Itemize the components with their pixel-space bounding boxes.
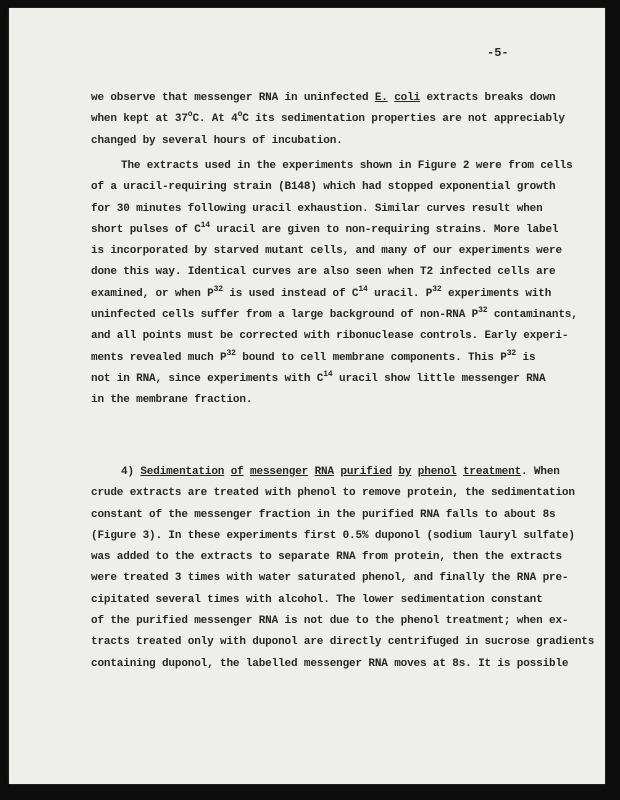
text-run: C. At 4 (192, 113, 238, 126)
heading-word: purified (340, 466, 392, 478)
degree-superscript: o (237, 110, 243, 120)
heading-word: phenol (417, 466, 457, 478)
heading-word: treatment (462, 466, 522, 478)
degree-superscript: o (187, 110, 193, 120)
page-number: -5- (487, 46, 509, 60)
text-line: tracts treated only with duponol are directly centrifuged in sucrose gradients (91, 636, 595, 649)
section-4-phenol-treatment (91, 462, 595, 675)
text-line: of the purified messenger RNA is not due to the phenol treatment; when ex- (91, 615, 569, 628)
text-line: changed by several hours of incubation. (91, 134, 343, 147)
text-line (91, 305, 578, 326)
text-run: uracil are given to non-requiring strains. More label (209, 223, 559, 236)
text-line: cipitated several times with alcohol. The lower sedimentation constant (91, 593, 543, 606)
text-run: bound to cell membrane components. This P (235, 351, 507, 364)
text-run: examined, or when P (91, 287, 214, 300)
text-line (91, 220, 569, 241)
isotope-superscript: 32 (478, 306, 488, 316)
text-line (91, 284, 569, 305)
text-run: contaminants, (487, 309, 578, 322)
text-line: done this way. Identical curves are also seen when T2 infected cells are (91, 266, 556, 279)
text-line: containing duponol, the labelled messenger RNA moves at 8s. It is possible (91, 657, 569, 670)
text-run: short pulses of C (91, 223, 201, 236)
species-genus: E. (374, 92, 388, 104)
text-line: (Figure 3). In these experiments first 0.5% duponol (sodium lauryl sulfate) (91, 529, 575, 542)
paragraph-extracts (91, 156, 578, 412)
species-name: coli (394, 92, 421, 104)
text-run: uninfected cells suffer from a large background of non-RNA P (91, 309, 479, 322)
text-run: when kept at 37 (91, 113, 188, 126)
isotope-superscript: 32 (213, 284, 223, 294)
heading-word: RNA (314, 466, 334, 478)
document-page (9, 8, 605, 784)
isotope-superscript: 32 (506, 348, 517, 358)
text-line (91, 109, 569, 130)
heading-period: . (521, 466, 528, 478)
heading-word: by (398, 466, 412, 478)
text-line: and all points must be corrected with ribonuclease controls. Early experi- (91, 330, 569, 343)
text-run: not in RNA, since experiments with C (91, 372, 324, 385)
text-line (91, 348, 569, 369)
isotope-superscript: 14 (358, 284, 368, 294)
text-line: were treated 3 times with water saturated phenol, and finally the RNA pre- (91, 572, 569, 585)
text-line: was added to the extracts to separate RNA from protein, then the extracts (91, 551, 562, 564)
text-run: C its sedimentation properties are not appreciably (242, 113, 565, 126)
text-line: The extracts used in the experiments shown in Figure 2 were from cells (121, 160, 573, 172)
heading-word: messenger (250, 466, 309, 478)
text-line: of a uracil-requiring strain (B148) which had stopped exponential growth (91, 181, 556, 194)
text-line: is incorporated by starved mutant cells, and many of our experiments were (91, 245, 562, 258)
section-heading-line (91, 462, 569, 483)
text-run: we observe that messenger RNA in uninfected (91, 92, 375, 104)
text-line: crude extracts are treated with phenol to remove protein, the sedimentation (91, 487, 575, 500)
heading-word: Sedimentation (140, 466, 225, 478)
text-line: for 30 minutes following uracil exhaustion. Similar curves result when (91, 202, 543, 215)
section-number: 4) (121, 466, 134, 478)
text-run: experiments with (441, 287, 552, 300)
isotope-superscript: 32 (226, 348, 236, 358)
isotope-superscript: 32 (432, 284, 442, 294)
isotope-superscript: 14 (323, 369, 333, 379)
text-run: uracil show little messenger RNA (332, 372, 546, 385)
text-run: extracts breaks down (420, 92, 556, 104)
text-run: ments revealed much P (91, 351, 227, 364)
text-run: is used instead of C (222, 287, 359, 300)
text-line: constant of the messenger fraction in the purified RNA falls to about 8s (91, 508, 556, 521)
text-line: in the membrane fraction. (91, 394, 253, 407)
paragraph-continuation (91, 88, 569, 152)
text-run: uracil. P (367, 287, 433, 300)
heading-word: of (230, 466, 244, 478)
text-run: is (516, 351, 536, 364)
text-line (91, 88, 569, 109)
isotope-superscript: 14 (200, 220, 210, 230)
text-run: When (527, 466, 560, 478)
text-line (91, 369, 569, 390)
